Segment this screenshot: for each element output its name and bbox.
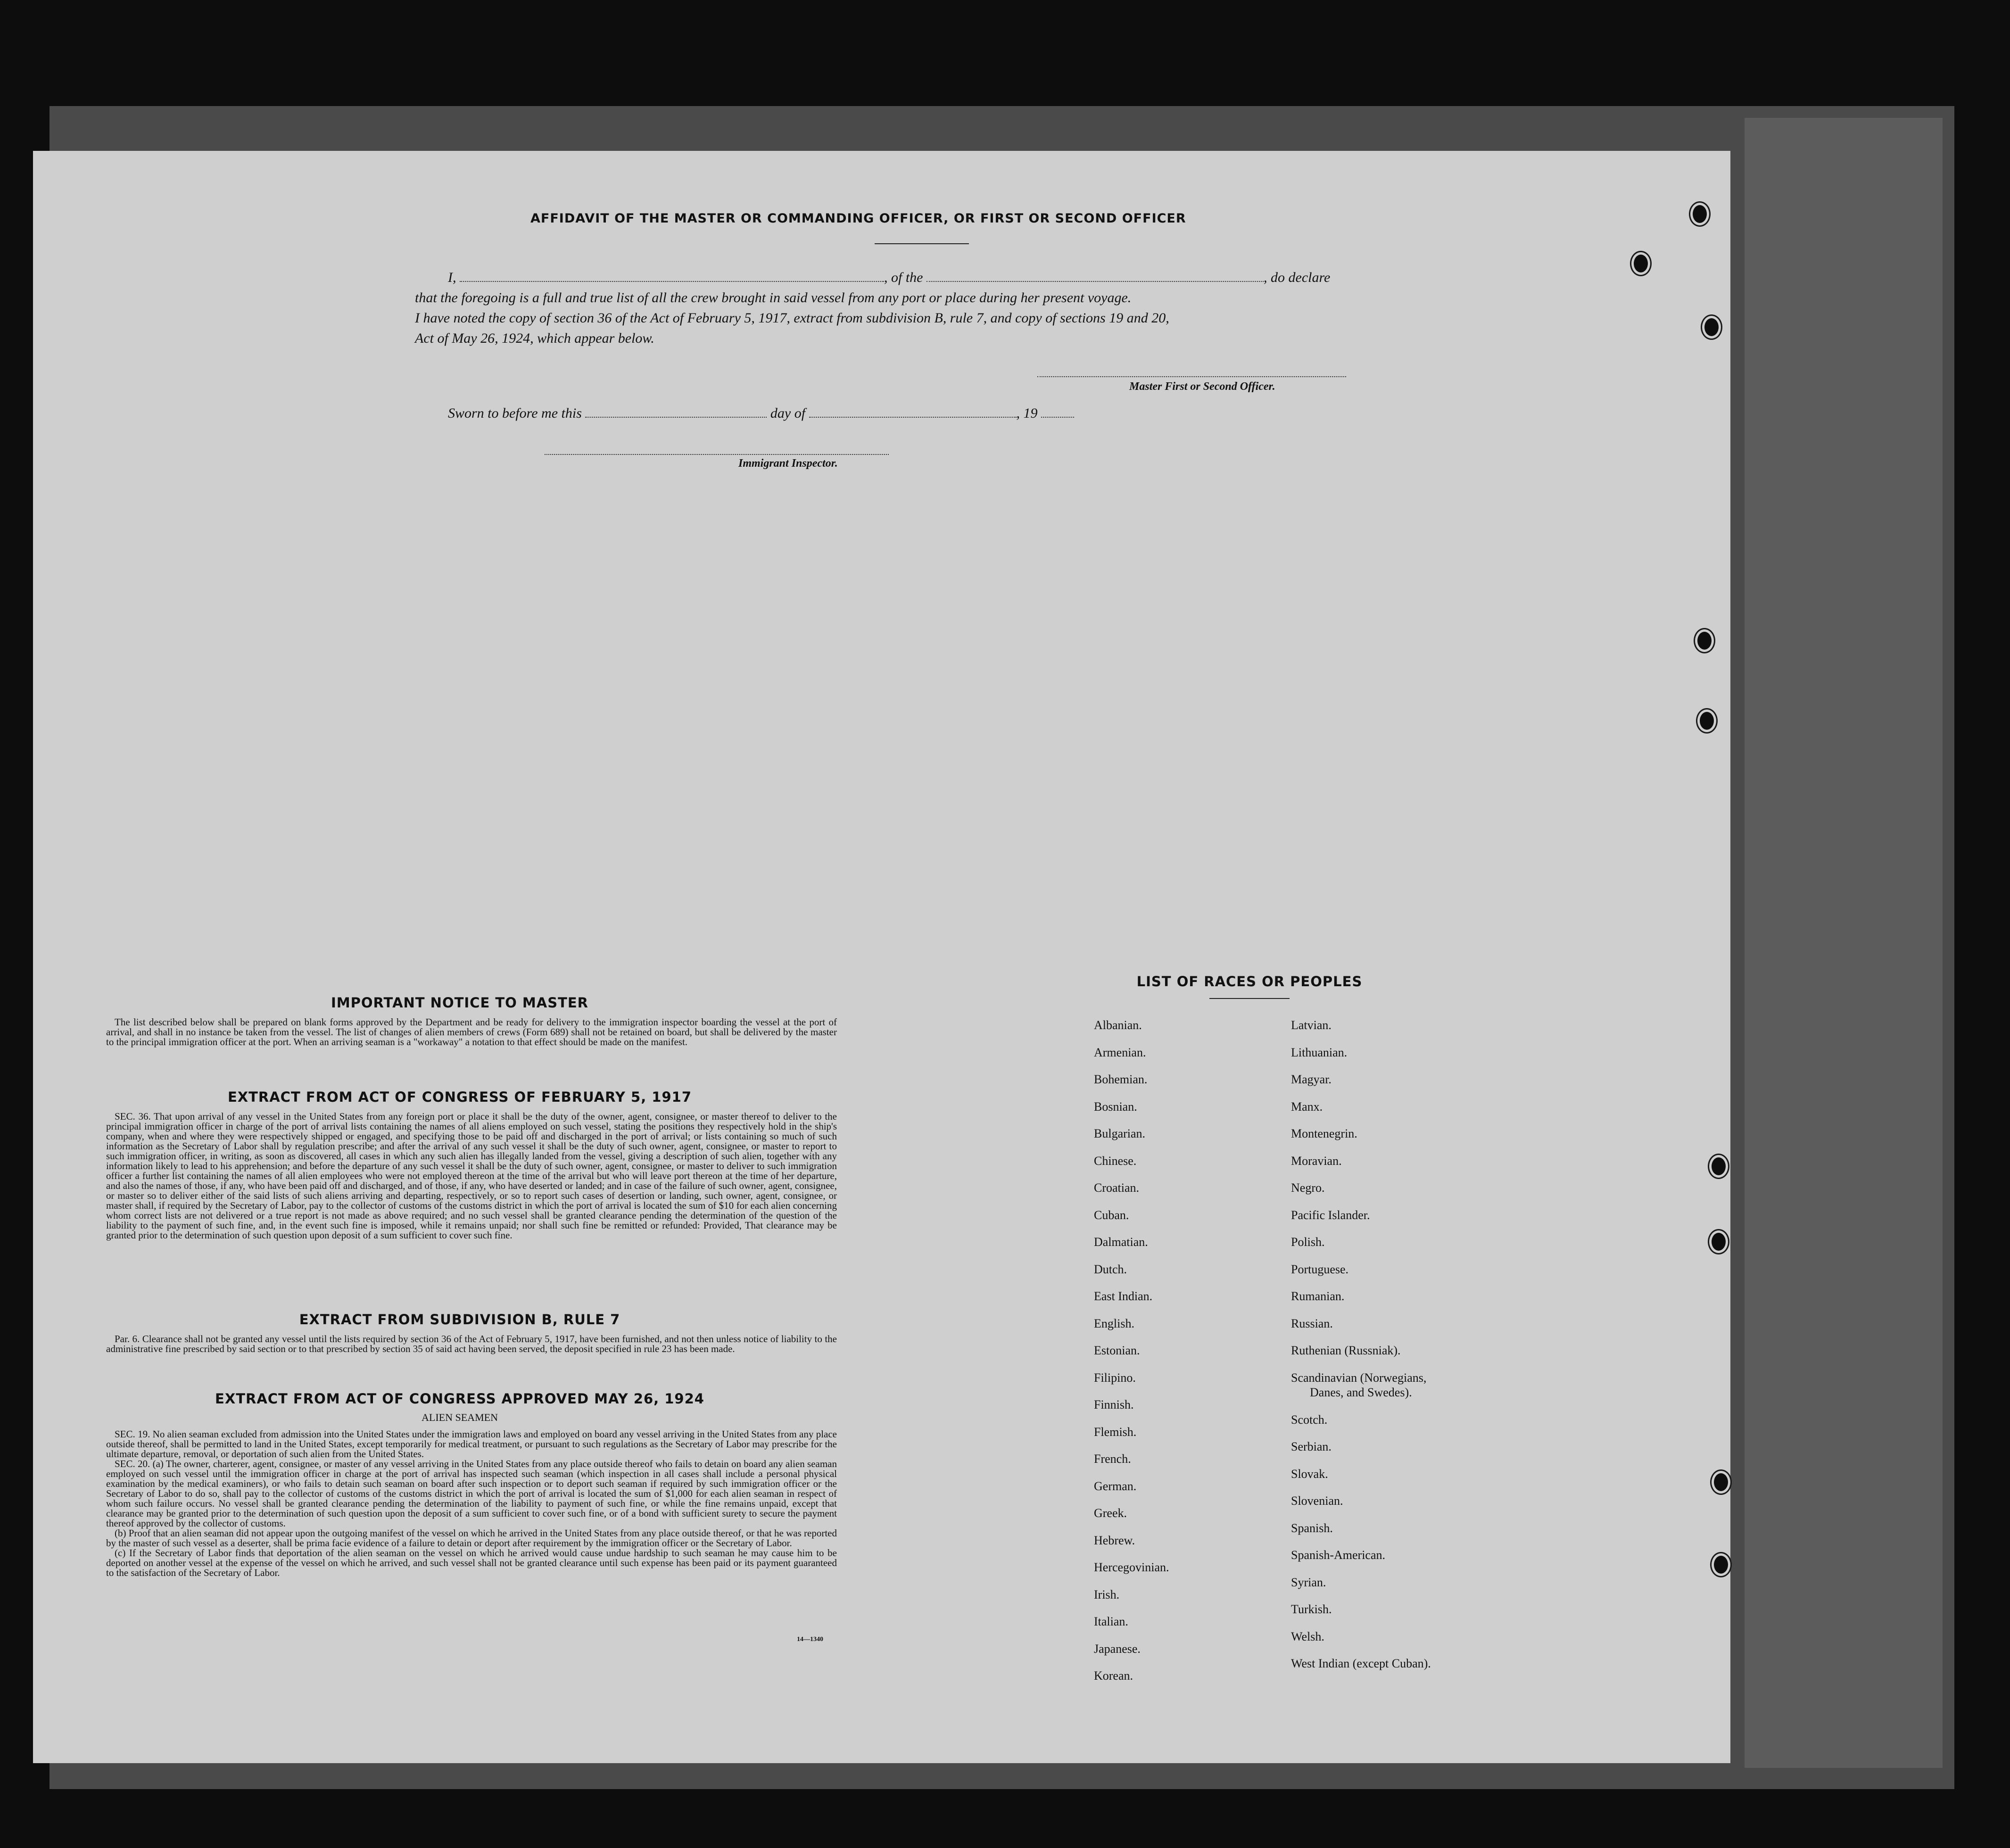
race-item: West Indian (except Cuban). [1291, 1657, 1431, 1670]
declaration-body-line-1: that the foregoing is a full and true list of all the crew brought in said vessel from any port or place during her present voyage. [415, 290, 1132, 305]
declarant-name-field[interactable] [460, 271, 884, 282]
extract-1924-sec20a: SEC. 20. (a) The owner, charterer, agent, consignee, or master of any vessel arriving in the United States from any place outside thereof who fails to detain on board any alien seaman employed on such vessel until the immigration officer in charge at the port of arrival has inspected such seaman (which inspection in all cases shall include a personal physical examination by the medical examiners), or who fails to detain such seaman on board after such inspection or to deport such seaman if required by such immigration officer or the Secretary of Labor to do so, shall pay to the collector of customs of the customs district in which the port of arrival is located the sum of $1,000 for each alien seaman in respect of whom such failure occurs. No vessel shall be granted clearance pending the determination of the liability to payment of such fine, or while the fine remains unpaid, except that clearance may be granted prior to the determination of such question upon the deposit of a sum sufficient to cover such fine, or of a bond with sufficient surety to secure the payment thereof approved by the collector of customs. [106, 1458, 837, 1529]
sworn-day-field[interactable] [585, 406, 767, 418]
race-item: German. [1094, 1479, 1137, 1493]
race-item: Magyar. [1291, 1072, 1332, 1086]
form-number: 14—1340 [797, 1636, 823, 1643]
race-item: Korean. [1094, 1669, 1133, 1683]
extract-1917-text [106, 1112, 837, 1240]
race-item: Welsh. [1291, 1629, 1324, 1643]
extract-1917-paragraph: SEC. 36. That upon arrival of any vessel in the United States from any foreign port or place it shall be the duty of the owner, agent, consignee, or master thereof to deliver to the principal immigration officer in charge of the port of arrival lists containing the names of all aliens employed on such vessel, stating the positions they respectively hold in the ship's company, when and where they were respectively shipped or engaged, and specifying those to be paid off and discharged in the port of arrival; or lists containing so much of such information as the Secretary of Labor shall by regulation prescribe; and after the arrival of any such vessel it shall be the duty of such owner, agent, consignee, or master to report to such immigration officer, in writing, as soon as discovered, all cases in which any such alien has illegally landed from the vessel, giving a description of such alien, together with any information likely to lead to his apprehension; and before the departure of any such vessel it shall be the duty of such owner, agent, consignee, or master to deliver to such immigration officer a further list containing the names of all alien employees who were not employed thereon at the time of the arrival but who will leave port thereon at the time of her departure, and also the names of those, if any, who have been paid off and discharged, and of those, if any, who have deserted or landed; and in case of the failure of such owner, agent, consignee, or master so to deliver either of the said lists of such aliens arriving and departing, respectively, or so to report such cases of desertion or landing, such owner, agent, consignee, or master shall, if required by the Secretary of Labor, pay to the collector of customs of the customs district in which the port of arrival is located the sum of $10 for each alien concerning whom correct lists are not delivered or a true report is not made as above required; and no such vessel shall be granted clearance pending the determination of the question of the liability to the payment of such fine, and, in the event such fine is imposed, while it remains unpaid; nor shall such fine be remitted or refunded: Provided, That clearance may be granted prior to the determination of such question upon deposit of a sum sufficient to cover such fine. [106, 1111, 837, 1241]
race-item: Lithuanian. [1291, 1045, 1348, 1059]
race-item: Hebrew. [1094, 1533, 1135, 1547]
binder-hole [1712, 1553, 1730, 1576]
rule7-text [106, 1334, 837, 1354]
sworn-year-label: , 19 [1016, 405, 1038, 421]
race-item: Dutch. [1094, 1262, 1127, 1276]
race-item: East Indian. [1094, 1289, 1153, 1303]
race-item: Manx. [1291, 1099, 1323, 1114]
races-left-column [1094, 1018, 1273, 1696]
extract-1917-title: EXTRACT FROM ACT OF CONGRESS OF FEBRUARY 5, 1917 [227, 1089, 692, 1105]
vessel-name-field[interactable] [926, 271, 1264, 282]
race-item: Portuguese. [1291, 1262, 1349, 1276]
binder-hole [1709, 1230, 1728, 1253]
sworn-label: Sworn to before me this [448, 405, 582, 421]
notice-text [106, 1017, 837, 1047]
binder-hole [1702, 316, 1721, 338]
race-item: Ruthenian (Russniak). [1291, 1344, 1401, 1357]
race-item: Filipino. [1094, 1370, 1136, 1385]
declaration-body-line-2: I have noted the copy of section 36 of the Act of February 5, 1917, extract from subdivision B, rule 7, and copy of sections 19 and 20, [415, 310, 1169, 326]
race-item: Bohemian. [1094, 1072, 1148, 1086]
binder-hole [1697, 710, 1716, 732]
race-item: Bosnian. [1094, 1099, 1137, 1114]
race-item: Armenian. [1094, 1045, 1146, 1059]
affidavit-title: AFFIDAVIT OF THE MASTER OR COMMANDING OFFICER, OR FIRST OR SECOND OFFICER [530, 211, 1186, 226]
race-item: Croatian. [1094, 1181, 1140, 1195]
extract-1924-sec19: SEC. 19. No alien seaman excluded from admission into the United States under the immigration laws and employed on board any vessel arriving in the United States from any place outside thereof, shall be permitted to land in the United States, except temporarily for medical treatment, or pursuant to such regulations as the Secretary of Labor may prescribe for the ultimate departure, removal, or deportation of such alien from the United States. [106, 1428, 837, 1460]
race-item: Finnish. [1094, 1398, 1134, 1411]
race-item: Cuban. [1094, 1208, 1129, 1222]
race-item: Estonian. [1094, 1344, 1140, 1357]
sworn-year-field[interactable] [1041, 406, 1074, 418]
race-item: Italian. [1094, 1615, 1128, 1628]
race-item: English. [1094, 1316, 1134, 1330]
race-item: Montenegrin. [1291, 1127, 1357, 1140]
race-item: Scotch. [1291, 1412, 1328, 1427]
races-right-column [1291, 1018, 1536, 1684]
affidavit-title-rule [875, 243, 969, 244]
declaration-i-label: I, [448, 270, 456, 285]
race-item: Negro. [1291, 1181, 1325, 1195]
binder-hole [1709, 1155, 1728, 1178]
background-sheet-edge [1745, 118, 1943, 1768]
race-item: Slovak. [1291, 1467, 1328, 1481]
binder-hole [1690, 203, 1709, 225]
declaration-do-declare-label: , do declare [1264, 270, 1331, 285]
rule7-paragraph: Par. 6. Clearance shall not be granted any vessel until the lists required by section 36 of the Act of February 5, 1917, have been furnished, and not then unless notice of liability to the administrative fine prescribed by said section or to that prescribed by section 35 of said act having been served, the deposit specified in rule 23 has been made. [106, 1333, 837, 1354]
declaration-line [448, 270, 1330, 286]
bleed-through-area [457, 481, 1683, 905]
binder-hole [1631, 252, 1650, 275]
sworn-day-of-label: day of [770, 405, 806, 421]
race-item: Hercegovinian. [1094, 1560, 1169, 1574]
race-item: Flemish. [1094, 1425, 1137, 1439]
race-item: French. [1094, 1452, 1131, 1466]
race-item: Danes, and Swedes). [1310, 1386, 1412, 1399]
race-item: Bulgarian. [1094, 1127, 1146, 1140]
extract-1924-subtitle: ALIEN SEAMEN [422, 1411, 498, 1423]
extract-1924-sec20b: (b) Proof that an alien seaman did not appear upon the outgoing manifest of the vessel on which he arrived in the United States from any place outside thereof, or that he was reported by the master of such vessel as a deserter, shall be prima facie evidence of a failure to detain or deport after requirement by the immigration officer or the Secretary of Labor. [106, 1527, 837, 1549]
race-item: Scandinavian (Norwegians, [1291, 1370, 1427, 1385]
races-title-rule [1209, 998, 1290, 999]
inspector-signature-line[interactable] [545, 454, 889, 455]
race-item: Moravian. [1291, 1154, 1342, 1168]
rule7-title: EXTRACT FROM SUBDIVISION B, RULE 7 [299, 1312, 620, 1328]
sworn-line [448, 405, 1074, 421]
notice-title: IMPORTANT NOTICE TO MASTER [331, 995, 589, 1011]
race-item: Slovenian. [1291, 1494, 1343, 1508]
race-item: Spanish. [1291, 1521, 1333, 1535]
race-item: Latvian. [1291, 1018, 1332, 1032]
race-item: Spanish-American. [1291, 1548, 1386, 1562]
race-item: Turkish. [1291, 1602, 1332, 1616]
race-item: Greek. [1094, 1506, 1127, 1520]
declaration-of-the-label: , of the [884, 270, 923, 285]
master-signature-line[interactable] [1037, 376, 1346, 377]
race-item: Polish. [1291, 1235, 1325, 1249]
declaration-body-line-3: Act of May 26, 1924, which appear below. [415, 330, 654, 346]
extract-1924-sec20c: (c) If the Secretary of Labor finds that deportation of the alien seaman on the vessel on which he arrived would cause undue hardship to such seaman he may cause him to be deported on another vessel at the expense of the vessel on which he arrived, and such vessel shall not be granted clearance until such expense has been paid or its payment guaranteed to the satisfaction of the Secretary of Labor. [106, 1547, 837, 1578]
document-page [33, 151, 1730, 1763]
notice-paragraph: The list described below shall be prepared on blank forms approved by the Department and be ready for delivery to the immigration inspector boarding the vessel at the port of arrival, and shall in no instance be taken from the vessel. The list of changes of alien members of crews (Form 689) shall not be retained on board, but shall be delivered by the master to the principal immigration officer at the port. When an arriving seaman is a "workaway" a notation to that effect should be made on the manifest. [106, 1016, 837, 1048]
binder-hole [1695, 629, 1714, 652]
race-item: Pacific Islander. [1291, 1208, 1370, 1222]
race-item: Serbian. [1291, 1440, 1332, 1453]
inspector-signature-label: Immigrant Inspector. [738, 457, 838, 470]
races-title: LIST OF RACES OR PEOPLES [1136, 974, 1363, 990]
race-item: Chinese. [1094, 1154, 1137, 1168]
binder-hole [1712, 1471, 1730, 1493]
sworn-month-field[interactable] [809, 406, 1017, 418]
race-item: Rumanian. [1291, 1289, 1345, 1303]
race-item: Russian. [1291, 1316, 1333, 1330]
master-signature-label: Master First or Second Officer. [1129, 380, 1275, 393]
race-item: Syrian. [1291, 1575, 1326, 1589]
race-item: Japanese. [1094, 1642, 1141, 1656]
race-item: Irish. [1094, 1587, 1120, 1601]
race-item: Dalmatian. [1094, 1235, 1148, 1249]
extract-1924-text [106, 1429, 837, 1578]
extract-1924-title: EXTRACT FROM ACT OF CONGRESS APPROVED MAY 26, 1924 [215, 1391, 704, 1407]
race-item: Albanian. [1094, 1018, 1142, 1032]
